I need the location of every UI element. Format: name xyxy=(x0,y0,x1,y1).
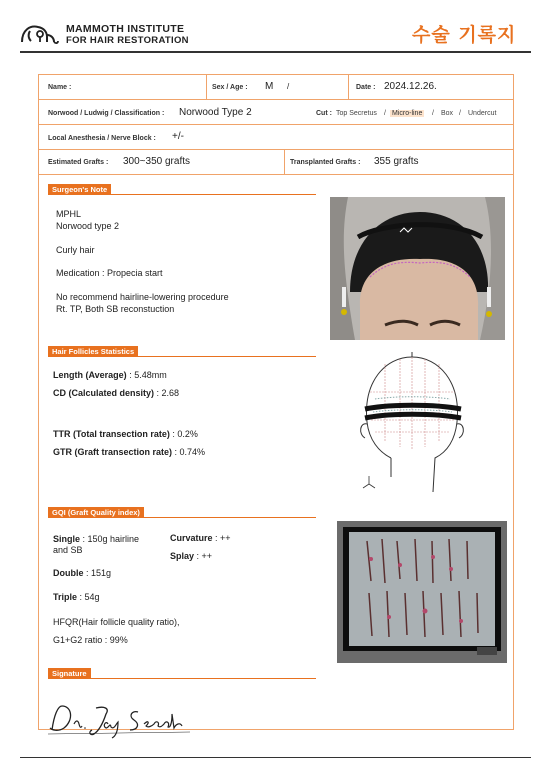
g1g2-value: : 99% xyxy=(102,635,128,645)
single-value-cont: and SB xyxy=(53,545,83,555)
double-value: : 151g xyxy=(83,568,112,578)
signature-heading: Signature xyxy=(48,668,91,679)
note-line: MPHL xyxy=(56,209,82,219)
mammoth-logo-icon xyxy=(20,22,60,46)
header-rule xyxy=(20,51,531,53)
row-divider xyxy=(38,174,514,175)
single-value: : 150g hairline xyxy=(80,534,140,544)
cut-option-undercut: Undercut xyxy=(468,110,497,117)
triple-value: : 54g xyxy=(77,592,100,602)
classification-label: Norwood / Ludwig / Classification : xyxy=(48,110,165,117)
estimated-grafts-label: Estimated Grafts : xyxy=(48,159,109,166)
curvature-value: : ++ xyxy=(212,533,231,543)
cd-label: CD (Calculated density) xyxy=(53,388,155,398)
footer-rule xyxy=(20,757,531,758)
follicle-stats-heading: Hair Follicles Statistics xyxy=(48,346,138,357)
note-line: Curly hair xyxy=(56,245,95,255)
anesthesia-value: +/- xyxy=(172,131,184,142)
cd-value: : 2.68 xyxy=(154,388,180,398)
section-rule xyxy=(48,678,316,679)
cut-option-box: Box xyxy=(441,110,454,117)
sex-age-separator: / xyxy=(287,82,290,91)
graft-monitor-photo xyxy=(337,521,507,663)
cut-separator: / xyxy=(459,110,461,117)
classification-value: Norwood Type 2 xyxy=(179,107,252,118)
note-line: No recommend hairline-lowering procedure xyxy=(56,292,229,302)
gtr-value: : 0.74% xyxy=(172,447,206,457)
row-divider xyxy=(38,124,514,125)
col-divider xyxy=(206,74,207,99)
transplanted-grafts-value: 355 grafts xyxy=(374,156,419,167)
gqi-heading: GQI (Graft Quality index) xyxy=(48,507,144,518)
transplanted-grafts-label: Transplanted Grafts : xyxy=(290,159,361,166)
gtr-label: GTR (Graft transection rate) xyxy=(53,447,173,457)
row-divider xyxy=(38,149,514,150)
section-rule xyxy=(48,194,316,195)
ttr-value: : 0.2% xyxy=(169,429,198,439)
note-line: Rt. TP, Both SB reconstuction xyxy=(56,304,175,314)
g1g2-label: G1+G2 ratio xyxy=(53,635,103,645)
cut-option-micro-line: Micro-line xyxy=(392,110,423,117)
donor-area-diagram xyxy=(355,352,470,502)
hfqr-label: HFQR(Hair follicle quality ratio), xyxy=(53,617,180,627)
handwritten-signature xyxy=(44,700,194,740)
estimated-grafts-value: 300~350 grafts xyxy=(123,156,190,167)
note-line: Norwood type 2 xyxy=(56,221,120,231)
splay-label: Splay xyxy=(170,551,195,561)
cut-separator: / xyxy=(384,110,386,117)
name-label: Name : xyxy=(48,84,72,91)
date-label: Date : xyxy=(356,84,376,91)
sex-value: M xyxy=(265,81,274,92)
col-divider xyxy=(348,74,349,99)
ttr-label: TTR (Total transection rate) xyxy=(53,429,170,439)
length-value: : 5.48mm xyxy=(126,370,167,380)
section-rule xyxy=(48,356,316,357)
cut-label: Cut : xyxy=(316,110,332,117)
document-title: 수술 기록지 xyxy=(412,24,517,46)
sex-age-label: Sex / Age : xyxy=(212,84,248,91)
splay-value: : ++ xyxy=(194,551,213,561)
single-label: Single xyxy=(53,534,81,544)
length-label: Length (Average) xyxy=(53,370,127,380)
section-rule xyxy=(48,517,316,518)
org-name-line1: MAMMOTH INSTITUTE xyxy=(66,23,185,35)
date-value: 2024.12.26. xyxy=(384,81,437,92)
triple-label: Triple xyxy=(53,592,78,602)
curvature-label: Curvature xyxy=(170,533,213,543)
patient-hairline-photo xyxy=(330,197,505,340)
row-divider xyxy=(38,99,514,100)
org-name-line2: FOR HAIR RESTORATION xyxy=(66,35,189,46)
double-label: Double xyxy=(53,568,84,578)
anesthesia-label: Local Anesthesia / Nerve Block : xyxy=(48,135,156,142)
surgeon-note-heading: Surgeon's Note xyxy=(48,184,111,195)
cut-option-top-secretus: Top Secretus xyxy=(336,110,377,117)
col-divider xyxy=(284,149,285,174)
cut-separator: / xyxy=(432,110,434,117)
note-line: Medication : Propecia start xyxy=(56,268,163,278)
